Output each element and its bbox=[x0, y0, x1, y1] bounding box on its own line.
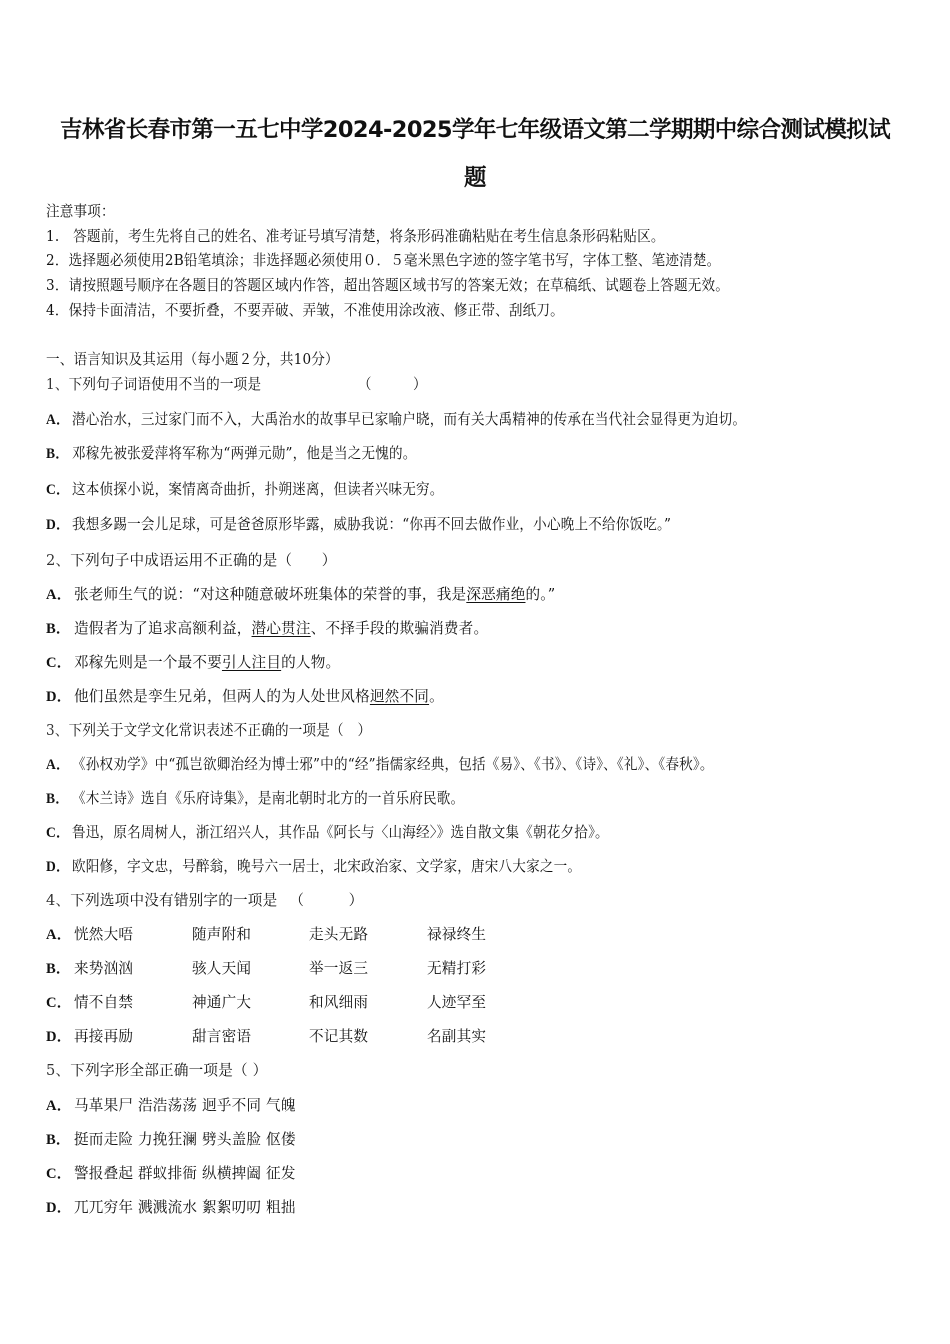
question-5-stem bbox=[46, 1061, 267, 1081]
option-text-post: 。 bbox=[429, 688, 444, 705]
question-1-option-a bbox=[46, 410, 746, 430]
option-label: B． bbox=[46, 791, 70, 807]
option-text-post: 、不择手段的欺骗消费者。 bbox=[310, 620, 489, 637]
question-1-option-c bbox=[46, 480, 444, 500]
option-label: D． bbox=[46, 859, 70, 875]
question-3-option-a bbox=[46, 755, 714, 775]
option-label: C． bbox=[46, 825, 70, 841]
option-text-pre: 张老师生气的说：“对这种随意破坏班集体的荣誉的事，我是 bbox=[74, 586, 467, 603]
option-label: B． bbox=[46, 446, 70, 462]
option-label: A． bbox=[46, 587, 72, 603]
option-text: 马革果尸 浩浩荡荡 迥乎不同 气魄 bbox=[74, 1097, 296, 1114]
word-3: 和风细雨 bbox=[309, 994, 369, 1011]
option-text: 警报叠起 群蚁排衙 纵横捭阖 征发 bbox=[74, 1165, 296, 1182]
question-2-stem bbox=[46, 551, 337, 571]
option-text: 邓稼先被张爱萍将军称为“两弹元勋”，他是当之无愧的。 bbox=[72, 445, 417, 462]
question-4-option-a bbox=[46, 925, 546, 945]
option-label: D． bbox=[46, 1029, 72, 1045]
option-label: A． bbox=[46, 1098, 72, 1114]
option-label: D． bbox=[46, 517, 70, 533]
notice-item-4: 4．保持卡面清洁，不要折叠，不要弄破、弄皱，不准使用涂改液、修正带、刮纸刀。 bbox=[46, 302, 564, 319]
option-label: A． bbox=[46, 412, 70, 428]
option-text: 潜心治水，三过家门而不入，大禹治水的故事早已家喻户晓，而有关大禹精神的传承在当代社会显得更为迫切。 bbox=[72, 411, 747, 428]
word-4: 禄禄终生 bbox=[427, 926, 487, 943]
option-label: C． bbox=[46, 482, 70, 498]
option-label: A． bbox=[46, 927, 72, 943]
option-label: D． bbox=[46, 1200, 72, 1216]
option-text-pre: 他们虽然是孪生兄弟，但两人的为人处世风格 bbox=[74, 688, 370, 705]
word-4: 人迹罕至 bbox=[427, 994, 487, 1011]
notice-heading: 注意事项： bbox=[46, 203, 115, 220]
option-label: C． bbox=[46, 1166, 72, 1182]
word-2: 神通广大 bbox=[192, 994, 252, 1011]
question-text: 下列句子中成语运用不正确的是（ ） bbox=[70, 552, 337, 569]
word-1: 再接再励 bbox=[74, 1028, 134, 1045]
option-text-post: 的。” bbox=[525, 586, 556, 603]
option-label: A． bbox=[46, 757, 70, 773]
question-number: 2、 bbox=[46, 552, 71, 569]
question-3-option-c bbox=[46, 823, 609, 843]
underlined-idiom: 迥然不同 bbox=[369, 688, 430, 705]
question-number: 3、 bbox=[46, 722, 69, 739]
question-1-option-b bbox=[46, 444, 416, 464]
question-2-option-c bbox=[46, 653, 340, 673]
question-2-option-b bbox=[46, 619, 488, 639]
question-text: 下列句子词语使用不当的一项是 bbox=[68, 376, 262, 393]
question-2-option-d bbox=[46, 687, 444, 707]
word-4: 无精打彩 bbox=[427, 960, 487, 977]
underlined-idiom: 深恶痛绝 bbox=[466, 586, 526, 603]
question-4-option-c bbox=[46, 993, 546, 1013]
question-text: 下列字形全部正确一项是（ ） bbox=[70, 1062, 268, 1079]
option-text: 鲁迅，原名周树人，浙江绍兴人，其作品《阿长与〈山海经〉》选自散文集《朝花夕拾》。 bbox=[72, 824, 609, 841]
option-label: C． bbox=[46, 655, 72, 671]
answer-blank: （ ） bbox=[357, 376, 427, 393]
question-1-stem bbox=[46, 375, 427, 395]
option-text: 《木兰诗》选自《乐府诗集》，是南北朝时北方的一首乐府民歌。 bbox=[72, 790, 465, 807]
option-text: 这本侦探小说，案情离奇曲折，扑朔迷离，但读者兴味无穷。 bbox=[72, 481, 444, 498]
question-3-option-d bbox=[46, 857, 581, 877]
notice-item-2: 2．选择题必须使用2B铅笔填涂；非选择题必须使用０．５毫米黑色字迹的签字笔书写，字体工整、笔迹清楚。 bbox=[46, 252, 721, 269]
question-2-option-a bbox=[46, 585, 555, 605]
option-text-pre: 邓稼先则是一个最不要 bbox=[74, 654, 222, 671]
option-label: D． bbox=[46, 689, 72, 705]
option-label: C． bbox=[46, 995, 72, 1011]
option-text: 兀兀穷年 溅溅流水 絮絮叨叨 粗拙 bbox=[74, 1199, 296, 1216]
question-5-option-a bbox=[46, 1096, 296, 1116]
option-label: B． bbox=[46, 621, 71, 637]
question-4-option-d bbox=[46, 1027, 546, 1047]
word-1: 情不自禁 bbox=[74, 994, 134, 1011]
option-label: B． bbox=[46, 1132, 71, 1148]
question-1-option-d bbox=[46, 515, 671, 535]
option-text: 《孙权劝学》中“孤岂欲卿治经为博士邪”中的“经”指儒家经典，包括《易》、《书》、《诗》、《礼》、《春秋》。 bbox=[72, 756, 714, 773]
document-title-continued: 题 bbox=[464, 165, 486, 191]
question-number: 4、 bbox=[46, 892, 71, 909]
word-2: 骇人天闻 bbox=[192, 960, 252, 977]
question-number: 5、 bbox=[46, 1062, 71, 1079]
option-text: 欧阳修，字文忠，号醉翁，晚号六一居士，北宋政治家、文学家，唐宋八大家之一。 bbox=[72, 858, 582, 875]
option-text-pre: 造假者为了追求高额利益， bbox=[74, 620, 252, 637]
question-text: 下列选项中没有错别字的一项是 bbox=[70, 892, 278, 909]
question-number: 1、 bbox=[46, 376, 69, 393]
word-3: 走头无路 bbox=[309, 926, 369, 943]
word-3: 举一返三 bbox=[309, 960, 369, 977]
word-2: 随声附和 bbox=[192, 926, 252, 943]
option-text-post: 的人物。 bbox=[281, 654, 341, 671]
option-text: 我想多踢一会儿足球，可是爸爸原形毕露，威胁我说：“你再不回去做作业，小心晚上不给你饭吃。” bbox=[72, 516, 672, 533]
word-1: 来势汹汹 bbox=[74, 960, 134, 977]
answer-blank: （ ） bbox=[289, 892, 364, 909]
underlined-idiom: 潜心贯注 bbox=[251, 620, 311, 637]
section-heading: 一、语言知识及其运用（每小题２分，共10分） bbox=[46, 351, 339, 368]
question-5-option-c bbox=[46, 1164, 296, 1184]
question-4-stem bbox=[46, 891, 363, 911]
word-3: 不记其数 bbox=[309, 1028, 369, 1045]
option-label: B． bbox=[46, 961, 71, 977]
document-title: 吉林省长春市第一五七中学2024-2025学年七年级语文第二学期期中综合测试模拟试 bbox=[60, 117, 890, 143]
notice-item-3: 3．请按照题号顺序在各题目的答题区域内作答，超出答题区域书写的答案无效；在草稿纸、试题卷上答题无效。 bbox=[46, 277, 729, 294]
question-4-option-b bbox=[46, 959, 546, 979]
question-3-stem bbox=[46, 721, 371, 741]
option-text: 挺而走险 力挽狂澜 劈头盖脸 伛偻 bbox=[74, 1131, 296, 1148]
question-5-option-d bbox=[46, 1198, 296, 1218]
underlined-idiom: 引人注目 bbox=[221, 654, 282, 671]
question-3-option-b bbox=[46, 789, 464, 809]
word-1: 恍然大唔 bbox=[74, 926, 134, 943]
question-5-option-b bbox=[46, 1130, 296, 1150]
word-2: 甜言密语 bbox=[192, 1028, 252, 1045]
question-text: 下列关于文学文化常识表述不正确的一项是（ ） bbox=[68, 722, 372, 739]
word-4: 名副其实 bbox=[427, 1028, 487, 1045]
notice-item-1: 1. 答题前，考生先将自己的姓名、准考证号填写清楚，将条形码准确粘贴在考生信息条形码粘贴区。 bbox=[46, 228, 665, 245]
